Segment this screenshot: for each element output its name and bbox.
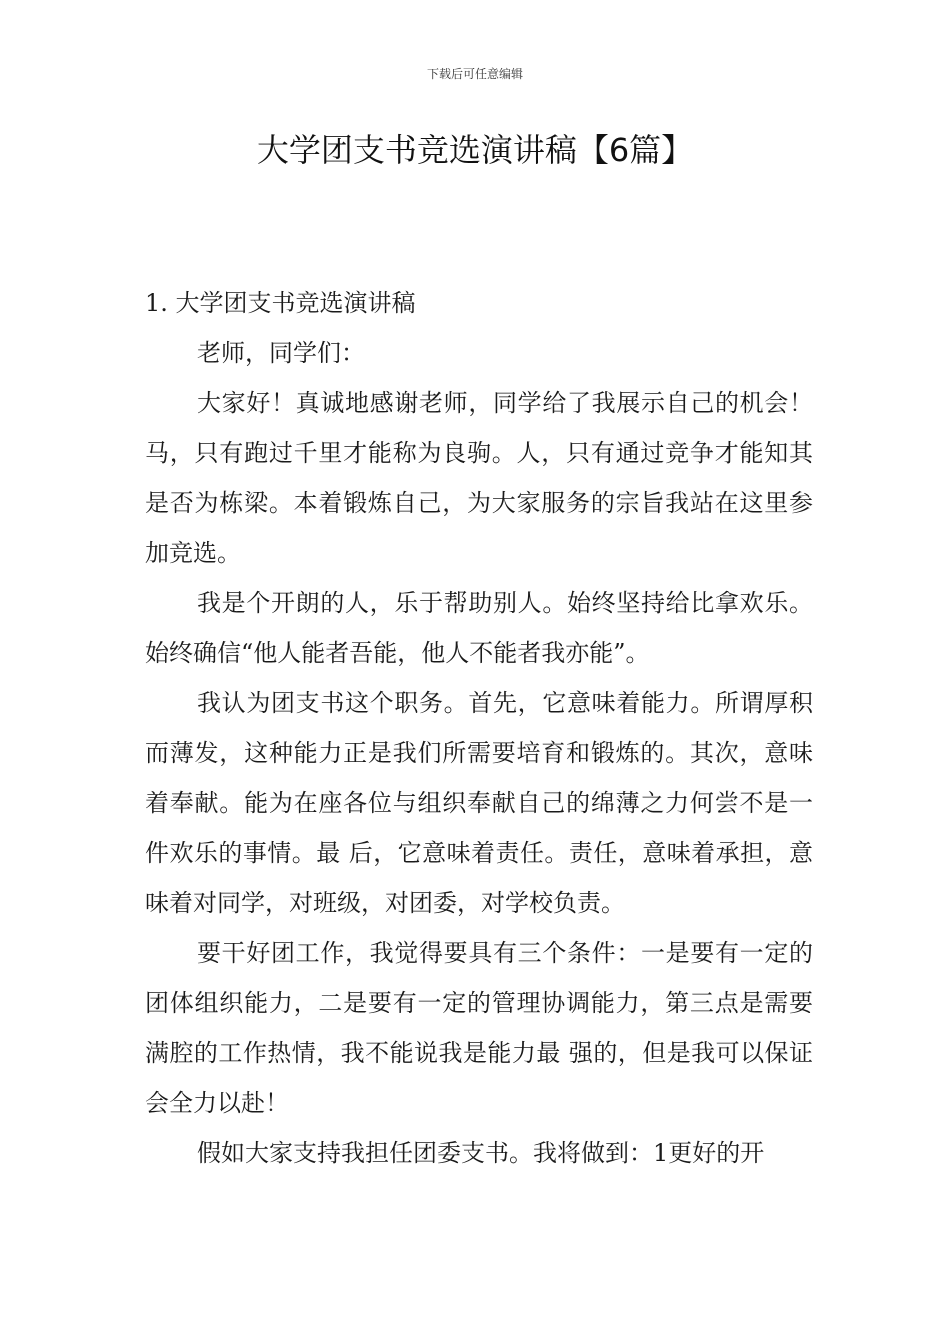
document-title: 大学团支书竞选演讲稿【6篇】	[256, 131, 694, 169]
paragraph: 我认为团支书这个职务。首先，它意味着能力。所谓厚积而薄发，这种能力正是我们所需要培育和锻炼的。其次，意味着奉献。能为在座各位与组织奉献自己的绵薄之力何尝不是一件欢乐的事情。最 后，它意味着责任。责任，意味着承担，意味着对同学，对班级，对团委，对学校负责。	[145, 689, 813, 917]
document-body	[145, 278, 813, 1178]
paragraph-salutation: 老师，同学们：	[197, 339, 365, 367]
header-note: 下载后可任意编辑	[426, 67, 523, 81]
paragraph: 要干好团工作，我觉得要具有三个条件：一是要有一定的团体组织能力，二是要有一定的管理协调能力，第三点是需要满腔的工作热情，我不能说我是能力最 强的，但是我可以保证会全力以赴！	[145, 939, 813, 1117]
paragraph: 大家好！真诚地感谢老师，同学给了我展示自己的机会！马，只有跑过千里才能称为良驹。人，只有通过竞争才能知其是否为栋梁。本着锻炼自己，为大家服务的宗旨我站在这里参加竞选。	[145, 389, 813, 567]
paragraph: 我是个开朗的人，乐于帮助别人。始终坚持给比拿欢乐。始终确信“他人能者吾能，他人不能者我亦能”。	[145, 589, 813, 667]
section-heading: 1. 大学团支书竞选演讲稿	[145, 289, 416, 317]
paragraph: 假如大家支持我担任团委支书。我将做到：1更好的开	[197, 1139, 765, 1167]
